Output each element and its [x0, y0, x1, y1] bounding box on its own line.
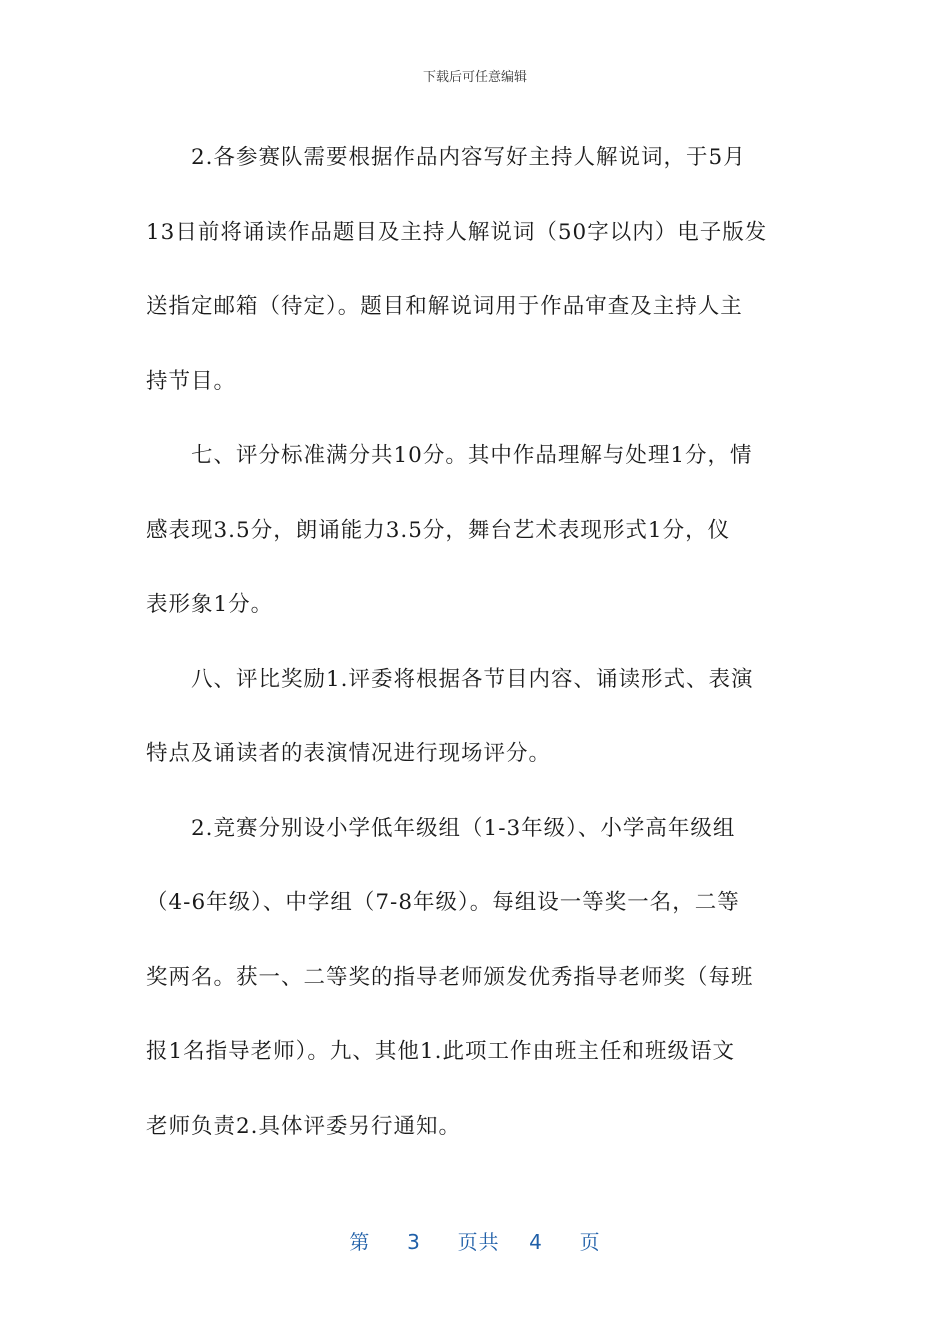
text-line: 奖两名。获一、二等奖的指导老师颁发优秀指导老师奖（每班 [146, 964, 754, 990]
text-line: 老师负责2.具体评委另行通知。 [146, 1113, 462, 1139]
document-body [146, 121, 806, 1164]
paragraph-2 [146, 419, 806, 643]
page-label-suffix: 页 [579, 1230, 601, 1254]
header-note: 下载后可任意编辑 [422, 70, 527, 85]
text-line: 报1名指导老师）。九、其他1.此项工作由班主任和班级语文 [146, 1039, 735, 1064]
text-line: 七、评分标准满分共10分。其中作品理解与处理1分，情 [191, 443, 753, 468]
paragraph-3 [146, 643, 806, 792]
paragraph-4 [146, 792, 806, 1165]
text-line: 送指定邮箱（待定）。题目和解说词用于作品审查及主持人主 [146, 294, 743, 319]
text-line: 13日前将诵读作品题目及主持人解说词（50字以内）电子版发 [146, 219, 768, 245]
page-footer [0, 1226, 950, 1255]
text-line: 2.各参赛队需要根据作品内容写好主持人解说词，于5月 [191, 145, 746, 170]
text-line: 表形象1分。 [146, 592, 274, 617]
total-pages-number: 4 [529, 1230, 543, 1254]
text-line: 感表现3.5分，朗诵能力3.5分，舞台艺术表现形式1分，仪 [146, 517, 731, 543]
page-label-prefix: 第 [349, 1230, 371, 1254]
text-line: （4-6年级）、中学组（7-8年级）。每组设一等奖一名，二等 [146, 890, 740, 915]
text-line: 2.竞赛分别设小学低年级组（1-3年级）、小学高年级组 [191, 815, 736, 841]
page-label-middle: 页共 [457, 1230, 500, 1254]
text-line: 八、评比奖励1.评委将根据各节目内容、诵读形式、表演 [191, 666, 754, 692]
paragraph-1 [146, 121, 806, 419]
current-page-number: 3 [407, 1230, 421, 1254]
text-line: 特点及诵读者的表演情况进行现场评分。 [146, 741, 552, 766]
text-line: 持节目。 [146, 368, 237, 394]
